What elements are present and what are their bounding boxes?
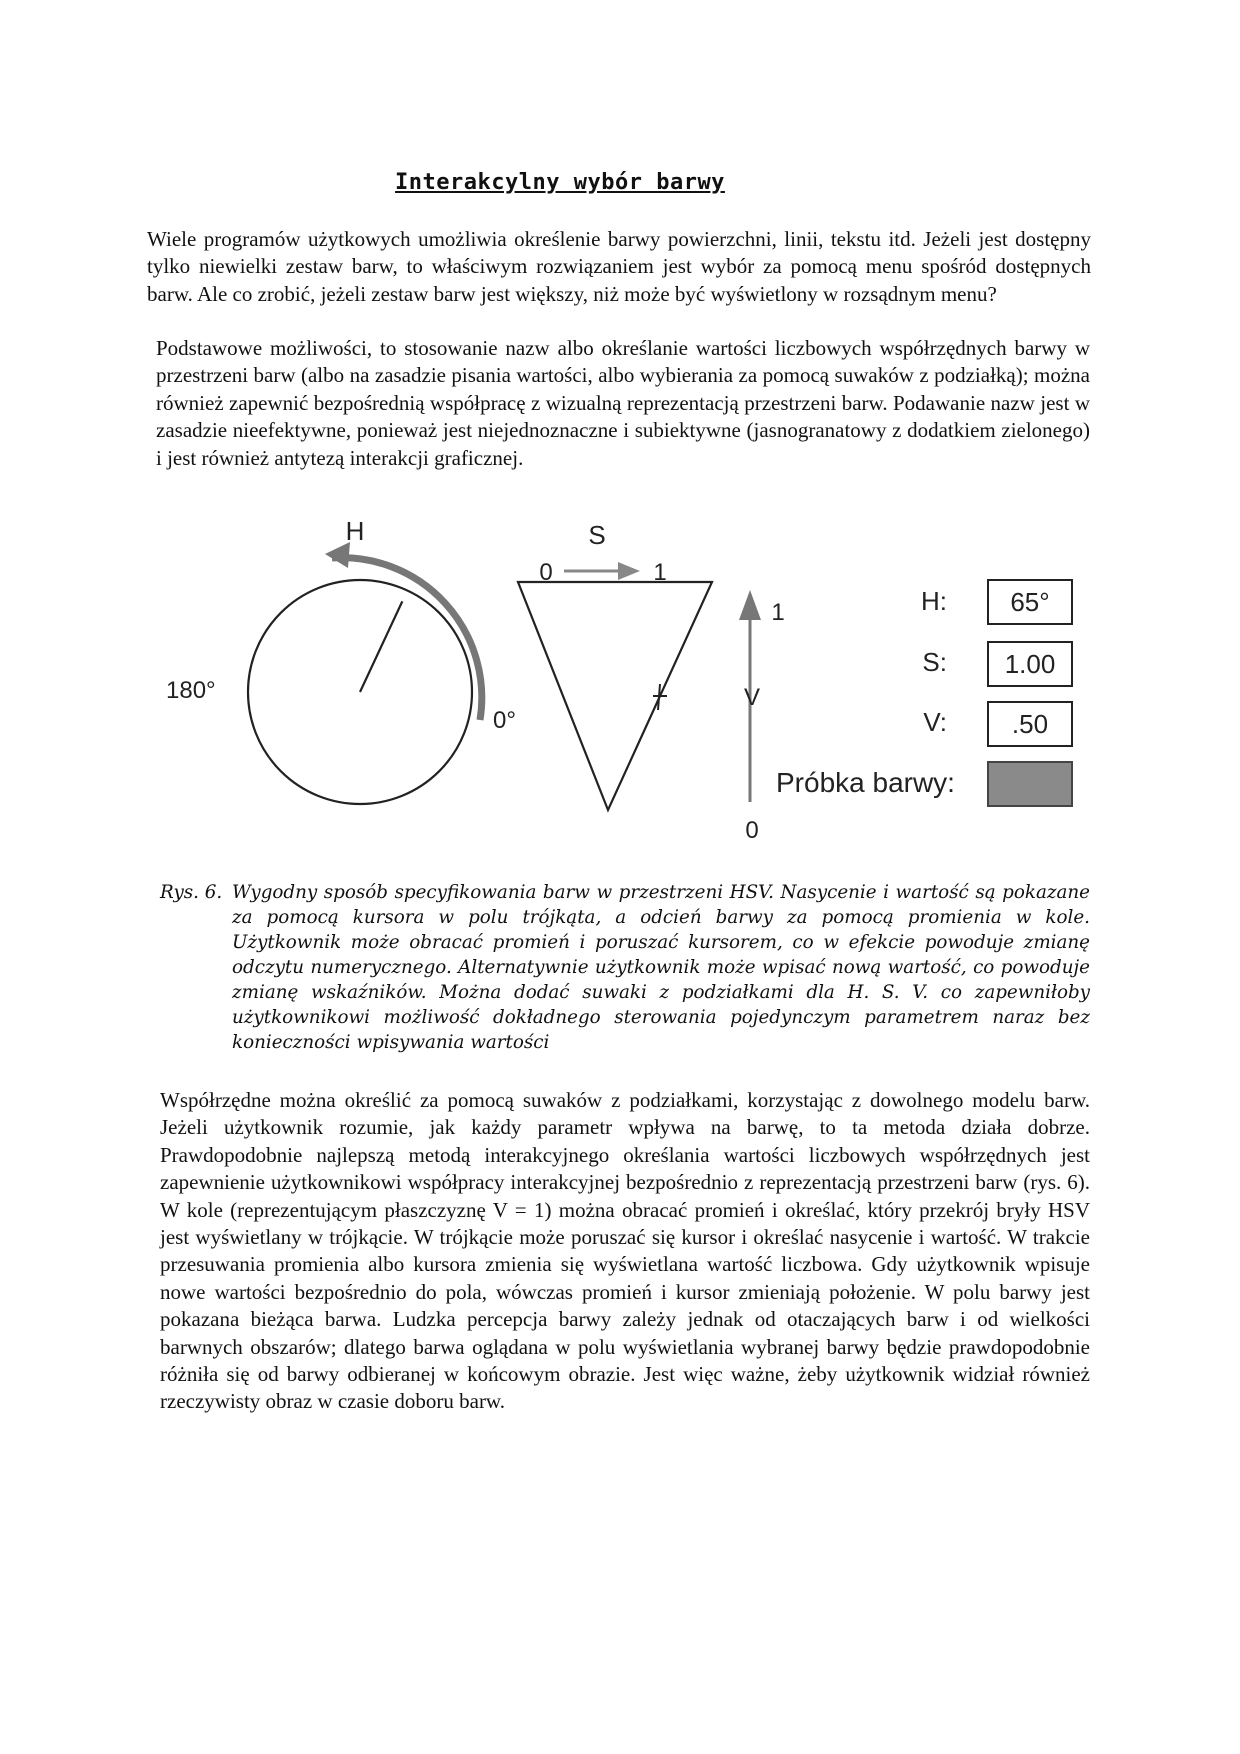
color-swatch bbox=[988, 762, 1072, 806]
s-value-text: 1.00 bbox=[1004, 649, 1056, 679]
caption-label: Rys. 6. bbox=[160, 882, 223, 903]
v-value-text: .50 bbox=[1011, 709, 1049, 739]
s-field-label: S: bbox=[922, 647, 947, 677]
paragraph-coordinates: Współrzędne można określić za pomocą suwaków z podziałkami, korzystając z dowolnego modelu barw. Jeżeli użytkownik rozumie, jak każdy parametr wpływa na barwę, to ta metoda działa dobrze. Prawdopodobnie najlepszą metodą interakcyjnego określania wartości liczbowych współrzędnych jest zapewnienie użytkownikowi współpracy interakcyjnej bezpośrednio z reprezentacją przestrzeni barw (rys. 6). W kole (reprezentującym płaszczyznę V = 1) można obracać promień i określać, który przekrój bryły HSV jest wyświetlany w trójkącie. W trójkącie może poruszać się kursor i określać nasycenie i wartość. W trakcie przesuwania promienia albo kursora zmienia się wyświetlana wartość liczbowa. Gdy użytkownik wpisuje nowe wartości bezpośrednio do pola, wówczas promień i kursor zmieniają położenie. W polu barwy jest pokazana bieżąca barwa. Ludzka percepcja barwy zależy jednak od otaczających barw i od wielkości barwnych obszarów; dlatego barwa oglądana w polu wyświetlania wybranej barwy będzie prawdopodobnie różniła się od barwy odbieranej w końcowym obrazie. Jest więc ważne, żeby użytkownik widział również rzeczywisty obraz w czasie doboru barw. bbox=[160, 1088, 1090, 1414]
sat-min-label: 0 bbox=[539, 559, 553, 586]
val-min-label: 0 bbox=[745, 817, 759, 844]
v-field-label: V: bbox=[923, 707, 947, 737]
hue-radius-handle[interactable] bbox=[360, 601, 402, 692]
swatch-label: Próbka barwy: bbox=[776, 767, 955, 798]
hue-axis-label: H bbox=[345, 516, 365, 546]
val-axis-label: V bbox=[743, 684, 761, 711]
figure-caption bbox=[160, 880, 1090, 1055]
val-arrowhead-icon bbox=[739, 590, 761, 620]
sat-axis-label: S bbox=[588, 520, 606, 550]
sv-triangle[interactable] bbox=[518, 582, 712, 810]
sat-max-label: 1 bbox=[653, 559, 667, 586]
hue-0-label: 0° bbox=[493, 707, 516, 734]
val-max-label: 1 bbox=[771, 599, 785, 626]
h-field-label: H: bbox=[921, 586, 947, 616]
paragraph-possibilities: Podstawowe możliwości, to stosowanie nazw albo określanie wartości liczbowych współrzędnych barwy w przestrzeni barw (albo na zasadzie pisania wartości, albo wybierania za pomocą suwaków z podziałką); można również zapewnić bezpośrednią współpracę z wizualną reprezentacją przestrzeni barw. Podawanie nazw jest w zasadzie nieefektywne, ponieważ jest niejednoznaczne i subiektywne (jasnogranatowy z dodatkiem zielonego) i jest również antytezą interakcji graficznej. bbox=[156, 336, 1090, 470]
sat-arrowhead-icon bbox=[618, 562, 640, 580]
page-title: Interakcylny wybór barwy bbox=[395, 170, 725, 195]
hue-180-label: 180° bbox=[166, 677, 216, 704]
hsv-figure bbox=[150, 510, 1100, 850]
h-value-text: 65° bbox=[1010, 587, 1050, 617]
paragraph-intro: Wiele programów użytkowych umożliwia określenie barwy powierzchni, linii, tekstu itd. Jeżeli jest dostępny tylko niewielki zestaw barw, to właściwym rozwiązaniem jest wybór za pomocą menu spośród dostępnych barw. Ale co zrobić, jeżeli zestaw barw jest większy, niż może być wyświetlony w rozsądnym menu? bbox=[147, 227, 1091, 306]
caption-text: Wygodny sposób specyfikowania barw w przestrzeni HSV. Nasycenie i wartość są pokazane za pomocą kursora w polu trójkąta, a odcień barwy za pomocą promienia w kole. Użytkownik może obracać promień i poruszać kursorem, co w efekcie powoduje zmianę odczytu numerycznego. Alternatywnie użytkownik może wpisać nową wartość, co powoduje zmianę wskaźników. Można dodać suwaki z podziałkami dla H. S. V. co zapewniłoby użytkownikowi możliwość dokładnego sterowania pojedynczym parametrem naraz bez konieczności wpisywania wartości bbox=[232, 882, 1090, 1053]
